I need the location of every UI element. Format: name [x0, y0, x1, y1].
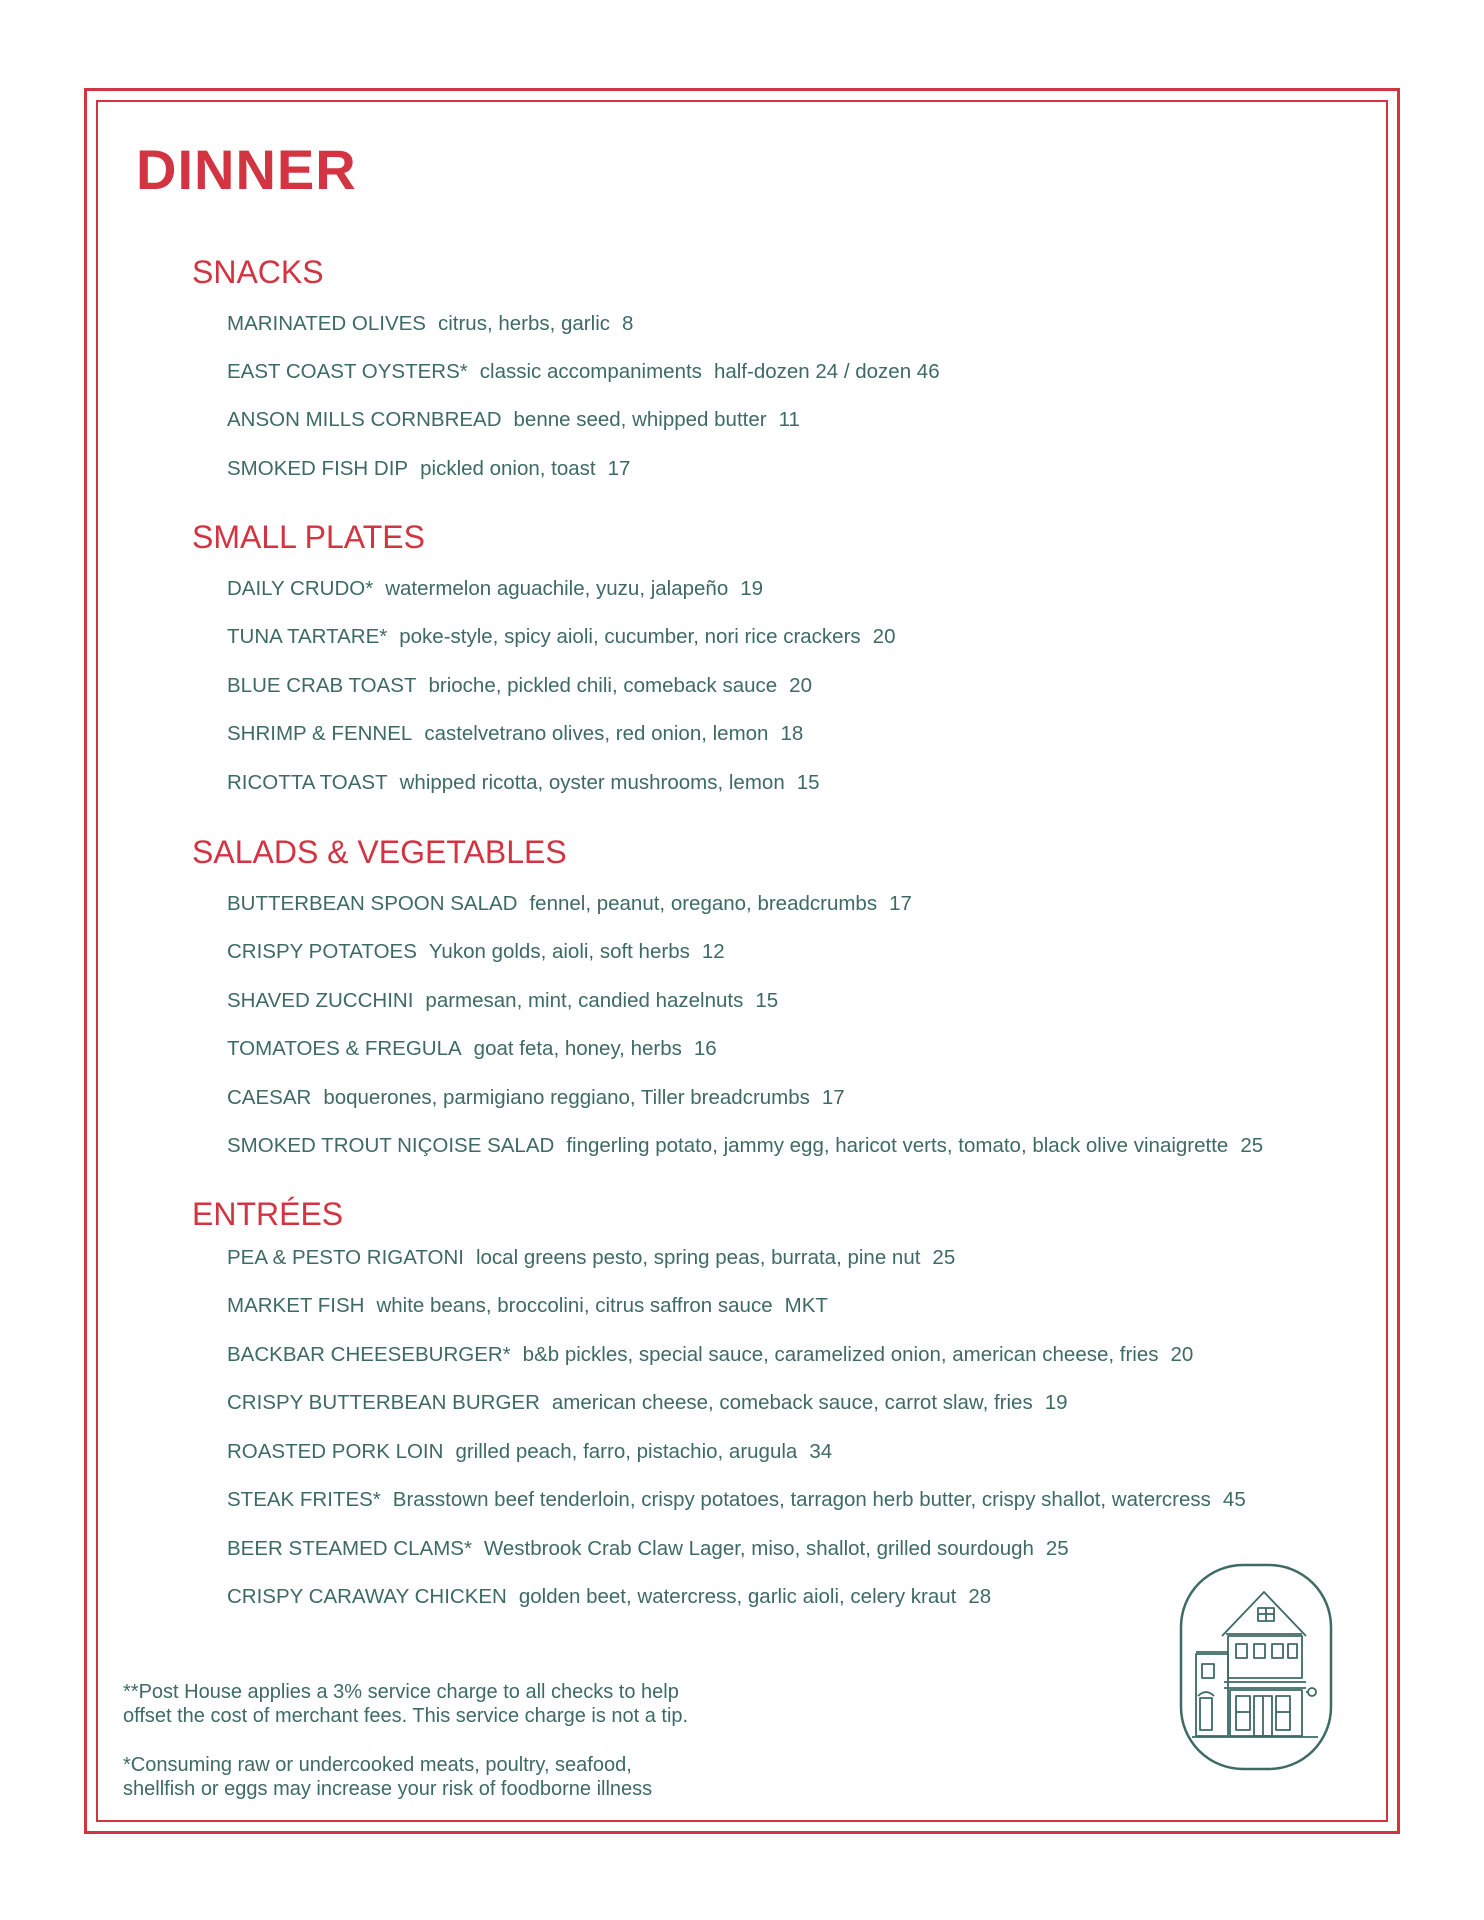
item-name: CRISPY POTATOES	[227, 940, 417, 963]
item-name: BACKBAR CHEESEBURGER*	[227, 1343, 511, 1366]
item-name: SMOKED TROUT NIÇOISE SALAD	[227, 1134, 555, 1157]
item-price: 25	[932, 1246, 956, 1269]
item-price: 18	[780, 722, 804, 745]
item-price: 12	[701, 940, 725, 963]
item-name: MARKET FISH	[227, 1294, 365, 1317]
item-price: half-dozen 24 / dozen 46	[713, 360, 940, 383]
item-description: parmesan, mint, candied hazelnuts	[425, 989, 744, 1012]
menu-item	[227, 1587, 991, 1608]
menu-item	[227, 410, 800, 431]
section-heading-snacks: SNACKS	[192, 254, 324, 290]
menu-title: DINNER	[136, 138, 357, 201]
menu-item	[227, 894, 912, 915]
item-description: grilled peach, farro, pistachio, arugula	[455, 1440, 798, 1463]
menu-item	[227, 1088, 845, 1109]
item-price: 16	[693, 1037, 717, 1060]
raw-food-warning	[123, 1753, 652, 1801]
item-description: goat feta, honey, herbs	[473, 1037, 682, 1060]
section-heading-entrees: ENTRÉES	[192, 1196, 344, 1232]
item-price: 19	[740, 577, 764, 600]
item-price: 15	[755, 989, 779, 1012]
item-name: STEAK FRITES*	[227, 1488, 381, 1511]
item-description: castelvetrano olives, red onion, lemon	[424, 722, 769, 745]
item-price: 45	[1222, 1488, 1246, 1511]
menu-item	[227, 362, 940, 383]
menu-item	[227, 773, 820, 794]
item-description: boquerones, parmigiano reggiano, Tiller breadcrumbs	[323, 1086, 810, 1109]
menu-item	[227, 1393, 1068, 1414]
section-heading-salads-vegetables: SALADS & VEGETABLES	[192, 834, 567, 870]
menu-item	[227, 676, 812, 697]
menu-item	[227, 627, 895, 648]
section-heading-small-plates: SMALL PLATES	[192, 519, 425, 555]
menu-item	[227, 1248, 955, 1269]
menu-item	[227, 1490, 1246, 1511]
menu-item	[227, 991, 778, 1012]
house-icon	[1178, 1562, 1334, 1772]
service-charge-line-2: offset the cost of merchant fees. This service charge is not a tip.	[123, 1705, 689, 1727]
item-description: citrus, herbs, garlic	[437, 312, 610, 335]
item-price: 20	[1170, 1343, 1194, 1366]
item-name: CRISPY CARAWAY CHICKEN	[227, 1585, 507, 1608]
item-description: benne seed, whipped butter	[513, 408, 767, 431]
menu-item	[227, 1539, 1069, 1560]
item-name: SMOKED FISH DIP	[227, 457, 409, 480]
menu-item	[227, 459, 630, 480]
item-price: MKT	[784, 1294, 828, 1317]
item-description: Brasstown beef tenderloin, crispy potatoes, tarragon herb butter, crispy shallot, watercress	[392, 1488, 1211, 1511]
raw-food-line-2: shellfish or eggs may increase your risk of foodborne illness	[123, 1778, 653, 1800]
item-price: 17	[821, 1086, 845, 1109]
item-name: BLUE CRAB TOAST	[227, 674, 417, 697]
item-description: fennel, peanut, oregano, breadcrumbs	[529, 892, 878, 915]
item-name: SHRIMP & FENNEL	[227, 722, 413, 745]
item-price: 20	[872, 625, 896, 648]
item-name: EAST COAST OYSTERS*	[227, 360, 468, 383]
item-description: white beans, broccolini, citrus saffron sauce	[376, 1294, 773, 1317]
item-description: whipped ricotta, oyster mushrooms, lemon	[399, 771, 785, 794]
menu-item	[227, 942, 725, 963]
item-description: local greens pesto, spring peas, burrata, pine nut	[475, 1246, 921, 1269]
item-description: golden beet, watercress, garlic aioli, celery kraut	[518, 1585, 957, 1608]
item-description: american cheese, comeback sauce, carrot slaw, fries	[551, 1391, 1033, 1414]
item-price: 17	[607, 457, 631, 480]
menu-item	[227, 579, 763, 600]
item-description: classic accompaniments	[479, 360, 702, 383]
menu-item	[227, 1345, 1193, 1366]
menu-item	[227, 1442, 832, 1463]
item-price: 25	[1240, 1134, 1264, 1157]
item-price: 17	[889, 892, 912, 915]
item-description: brioche, pickled chili, comeback sauce	[428, 674, 778, 697]
item-name: ANSON MILLS CORNBREAD	[227, 408, 502, 431]
item-description: fingerling potato, jammy egg, haricot verts, tomato, black olive vinaigrette	[566, 1134, 1229, 1157]
item-name: PEA & PESTO RIGATONI	[227, 1246, 464, 1269]
menu-item	[227, 314, 633, 335]
item-name: BEER STEAMED CLAMS*	[227, 1537, 472, 1560]
item-description: poke-style, spicy aioli, cucumber, nori rice crackers	[399, 625, 861, 648]
service-charge-note	[123, 1680, 688, 1728]
item-name: DAILY CRUDO*	[227, 577, 374, 600]
raw-food-line-1: *Consuming raw or undercooked meats, poultry, seafood,	[123, 1754, 632, 1776]
item-name: TUNA TARTARE*	[227, 625, 388, 648]
item-price: 19	[1044, 1391, 1068, 1414]
item-description: pickled onion, toast	[420, 457, 596, 480]
menu-item	[227, 1136, 1263, 1157]
service-charge-line-1: **Post House applies a 3% service charge to all checks to help	[123, 1681, 679, 1703]
item-description: b&b pickles, special sauce, caramelized onion, american cheese, fries	[522, 1343, 1159, 1366]
item-price: 8	[622, 312, 634, 335]
item-name: CAESAR	[227, 1086, 312, 1109]
item-price: 11	[778, 408, 800, 431]
item-description: watermelon aguachile, yuzu, jalapeño	[385, 577, 729, 600]
menu-item	[227, 1296, 828, 1317]
item-price: 34	[809, 1440, 833, 1463]
menu-item	[227, 1039, 717, 1060]
item-name: TOMATOES & FREGULA	[227, 1037, 462, 1060]
item-price: 28	[968, 1585, 992, 1608]
item-name: MARINATED OLIVES	[227, 312, 426, 335]
item-name: SHAVED ZUCCHINI	[227, 989, 414, 1012]
item-price: 20	[789, 674, 812, 697]
item-price: 25	[1045, 1537, 1069, 1560]
item-name: RICOTTA TOAST	[227, 771, 388, 794]
item-name: BUTTERBEAN SPOON SALAD	[227, 892, 518, 915]
item-price: 15	[796, 771, 820, 794]
item-name: CRISPY BUTTERBEAN BURGER	[227, 1391, 540, 1414]
item-name: ROASTED PORK LOIN	[227, 1440, 444, 1463]
item-description: Yukon golds, aioli, soft herbs	[428, 940, 690, 963]
menu-item	[227, 724, 803, 745]
item-description: Westbrook Crab Claw Lager, miso, shallot, grilled sourdough	[483, 1537, 1034, 1560]
